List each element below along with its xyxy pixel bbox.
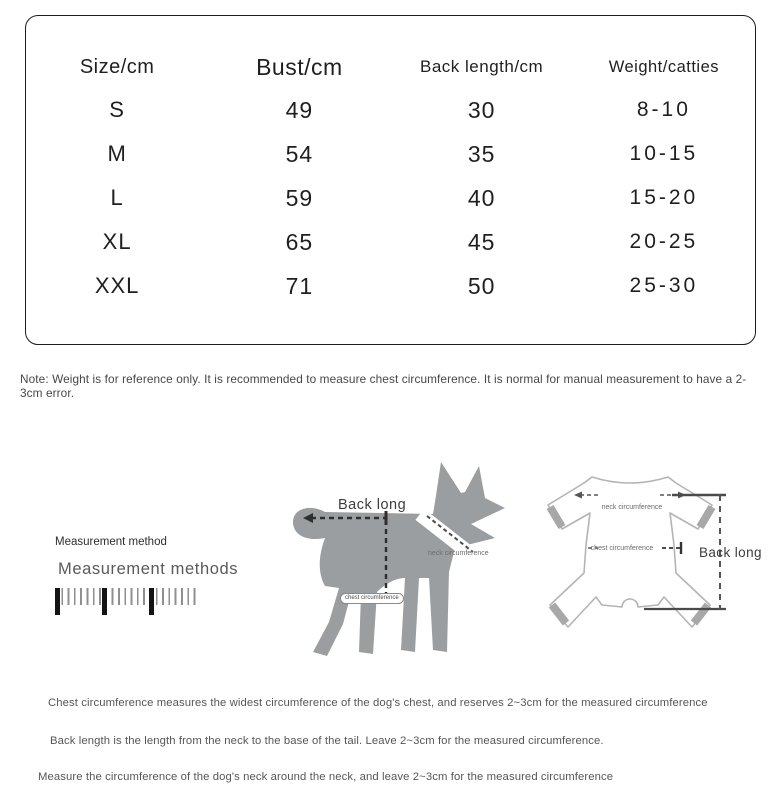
bust-cell: 49: [285, 96, 314, 123]
bust-cell: 71: [285, 272, 314, 299]
garment-flat-diagram: [540, 455, 776, 670]
table-row: [26, 264, 755, 308]
garment-outline: [548, 477, 712, 627]
dog-neck-circumference-label: neck circumference: [428, 550, 489, 557]
size-cell: XL: [102, 229, 132, 254]
table-row: [26, 176, 755, 220]
measurement-methods-title: Measurement methods: [58, 560, 239, 578]
weight-cell: 20-25: [629, 230, 699, 253]
dog-back-long-label: Back long: [338, 497, 407, 513]
measurement-method-label: Measurement method: [55, 536, 167, 548]
size-cell: L: [110, 185, 124, 210]
dog-chest-circumference-label: chest circumference: [340, 593, 404, 604]
bust-cell: 65: [285, 228, 314, 255]
weight-cell: 8-10: [636, 98, 691, 121]
table-row: [26, 132, 755, 176]
size-cell: M: [107, 141, 127, 166]
bust-cell: 54: [285, 140, 314, 167]
column-header-bust: Bust/cm: [256, 53, 343, 80]
back-length-cell: 40: [467, 184, 496, 211]
back-length-description: Back length is the length from the neck to the base of the tail. Leave 2~3cm for the measured circumference.: [50, 735, 604, 747]
column-header-size: Size/cm: [79, 55, 155, 78]
size-chart-table: [25, 15, 756, 345]
table-row: [26, 88, 755, 132]
table-row: [26, 220, 755, 264]
neck-measure-description: Measure the circumference of the dog's neck around the neck, and leave 2~3cm for the measured circumference: [38, 771, 614, 783]
back-length-cell: 50: [467, 272, 496, 299]
chest-measure-description: Chest circumference measures the widest circumference of the dog's chest, and reserves 2~3cm for the measured circumference: [48, 697, 708, 709]
size-cell: XXL: [94, 273, 140, 298]
bust-cell: 59: [285, 184, 314, 211]
dog-silhouette: [293, 462, 505, 656]
back-length-cell: 45: [467, 228, 496, 255]
dog-silhouette-diagram: [285, 450, 520, 665]
garment-chest-circumference-label: chest circumference: [590, 545, 654, 552]
back-length-cell: 35: [467, 140, 496, 167]
column-header-back-length: Back length/cm: [420, 57, 544, 76]
weight-cell: 15-20: [629, 186, 699, 209]
size-cell: S: [109, 97, 125, 122]
note-text: Note: Weight is for reference only. It is recommended to measure chest circumference. It is normal for manual measurement to have a 2-3cm error.: [20, 372, 747, 400]
back-length-cell: 30: [467, 96, 496, 123]
ruler-icon: [55, 588, 197, 616]
table-header-row: [26, 46, 755, 88]
garment-neck-circumference-label: neck circumference: [601, 504, 663, 511]
garment-back-long-label: Back long: [699, 545, 762, 560]
weight-cell: 25-30: [629, 274, 699, 297]
weight-cell: 10-15: [629, 142, 699, 165]
column-header-weight: Weight/catties: [608, 57, 720, 76]
